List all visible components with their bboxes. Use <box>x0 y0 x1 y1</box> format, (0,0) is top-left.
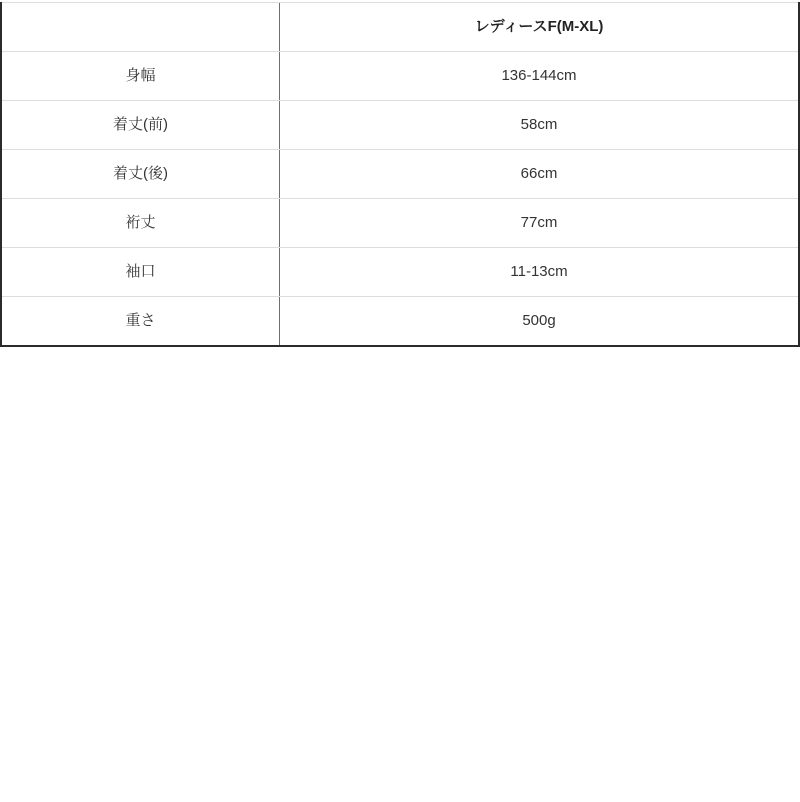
measurement-label: 袖口 <box>1 248 280 297</box>
measurement-value: 500g <box>280 297 800 347</box>
size-chart-table <box>0 2 800 347</box>
measurement-value: 11-13cm <box>280 248 800 297</box>
measurement-label: 着丈(後) <box>1 150 280 199</box>
table-row-body-width <box>1 52 799 101</box>
table-row-length-front <box>1 101 799 150</box>
size-chart-header-row <box>1 3 799 52</box>
measurement-value: 58cm <box>280 101 800 150</box>
measurement-value: 66cm <box>280 150 800 199</box>
header-cell-measurement <box>1 3 280 52</box>
measurement-label: 裄丈 <box>1 199 280 248</box>
measurement-value: 136-144cm <box>280 52 800 101</box>
measurement-label: 重さ <box>1 297 280 347</box>
measurement-label: 着丈(前) <box>1 101 280 150</box>
table-row-length-back <box>1 150 799 199</box>
measurement-label: 身幅 <box>1 52 280 101</box>
table-row-sleeve-length <box>1 199 799 248</box>
measurement-value: 77cm <box>280 199 800 248</box>
table-row-cuff <box>1 248 799 297</box>
table-row-weight <box>1 297 799 347</box>
header-cell-size-ladies-f: レディースF(M-XL) <box>280 3 800 52</box>
